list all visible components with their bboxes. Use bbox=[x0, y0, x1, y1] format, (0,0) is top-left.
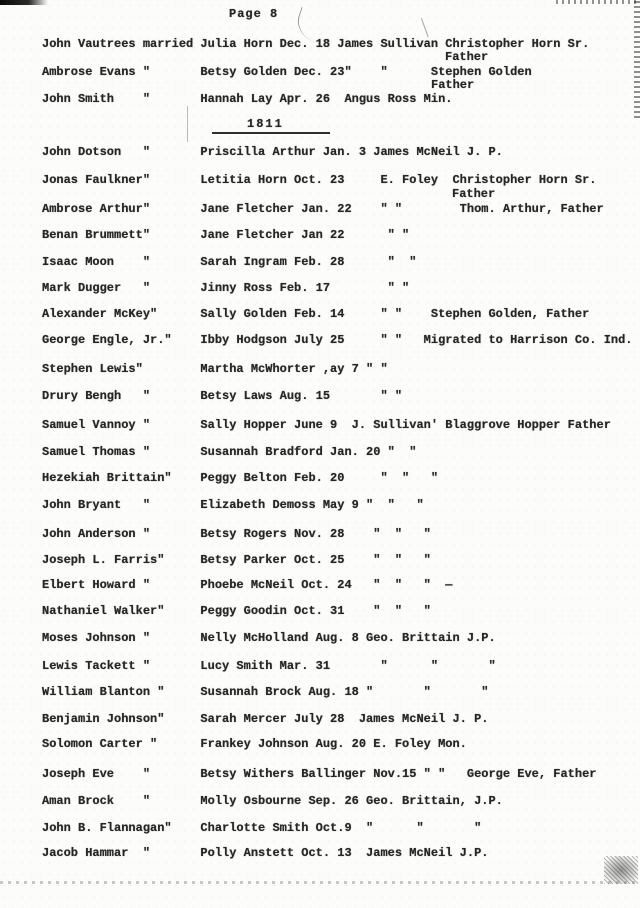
record-line: George Engle, Jr." Ibby Hodgson July 25 " " Migrated to Harrison Co. Ind. bbox=[42, 333, 633, 347]
record-line: Joseph Eve " Betsy Withers Ballinger Nov.15 " " George Eve, Father bbox=[42, 767, 597, 781]
record-line: Samuel Vannoy " Sally Hopper June 9 J. Sullivan' Blaggrove Hopper Father bbox=[42, 418, 611, 432]
record-line: Alexander McKey" Sally Golden Feb. 14 " " Stephen Golden, Father bbox=[42, 307, 590, 321]
record-line: Moses Johnson " Nelly McHolland Aug. 8 Geo. Brittain J.P. bbox=[42, 631, 496, 645]
record-line: Solomon Carter " Frankey Johnson Aug. 20 E. Foley Mon. bbox=[42, 737, 467, 751]
record-line: Benjamin Johnson" Sarah Mercer July 28 James McNeil J. P. bbox=[42, 712, 489, 726]
record-line: Samuel Thomas " Susannah Bradford Jan. 20 " " bbox=[42, 445, 417, 459]
record-line: John Bryant " Elizabeth Demoss May 9 " " " bbox=[42, 498, 424, 512]
record-line: Elbert Howard " Phoebe McNeil Oct. 24 " " " — bbox=[42, 578, 453, 592]
record-line: Lewis Tackett " Lucy Smith Mar. 31 " " " bbox=[42, 659, 496, 673]
page-number: Page 8 bbox=[229, 7, 279, 21]
record-line: Hezekiah Brittain" Peggy Belton Feb. 20 " " " bbox=[42, 471, 439, 485]
record-line: Benan Brummett" Jane Fletcher Jan 22 " " bbox=[42, 228, 410, 242]
scan-artifact-vertical-crease bbox=[187, 106, 188, 142]
record-line: John Vautrees married Julia Horn Dec. 18 James Sullivan Christopher Horn Sr. bbox=[42, 37, 590, 51]
year-heading: 1811 bbox=[247, 117, 284, 131]
father-note-line: Father bbox=[445, 50, 489, 64]
record-line: Ambrose Evans " Betsy Golden Dec. 23" " Stephen Golden bbox=[42, 65, 532, 79]
record-line: John Anderson " Betsy Rogers Nov. 28 " " " bbox=[42, 527, 431, 541]
record-line: Stephen Lewis" Martha McWhorter ,ay 7 " " bbox=[42, 362, 388, 376]
record-line: Ambrose Arthur" Jane Fletcher Jan. 22 " " Thom. Arthur, Father bbox=[42, 202, 604, 216]
record-line: Jacob Hammar " Polly Anstett Oct. 13 James McNeil J.P. bbox=[42, 846, 489, 860]
scan-artifact-top-left-mark bbox=[0, 0, 48, 5]
father-note-line: Father bbox=[452, 187, 496, 201]
record-line: Jonas Faulkner" Letitia Horn Oct. 23 E. Foley Christopher Horn Sr. bbox=[42, 173, 597, 187]
scan-artifact-bottom-right-smudge bbox=[604, 856, 638, 884]
record-line: John B. Flannagan" Charlotte Smith Oct.9 " " " bbox=[42, 821, 482, 835]
father-note-line: Father bbox=[431, 78, 475, 92]
record-line: Drury Bengh " Betsy Laws Aug. 15 " " bbox=[42, 389, 403, 403]
record-line: Joseph L. Farris" Betsy Parker Oct. 25 " " " bbox=[42, 553, 431, 567]
scan-artifact-crease-tick bbox=[421, 15, 438, 38]
record-line: John Smith " Hannah Lay Apr. 26 Angus Ross Min. bbox=[42, 92, 453, 106]
record-line: Aman Brock " Molly Osbourne Sep. 26 Geo. Brittain, J.P. bbox=[42, 794, 503, 808]
scan-artifact-right-edge-band bbox=[634, 0, 640, 118]
scan-artifact-bottom-speckle-line bbox=[0, 881, 640, 884]
record-line: Mark Dugger " Jinny Ross Feb. 17 " " bbox=[42, 281, 410, 295]
scan-artifact-top-edge-speckle bbox=[556, 0, 640, 4]
record-line: John Dotson " Priscilla Arthur Jan. 3 James McNeil J. P. bbox=[42, 145, 503, 159]
record-line: William Blanton " Susannah Brock Aug. 18 " " " bbox=[42, 685, 489, 699]
record-line: Nathaniel Walker" Peggy Goodin Oct. 31 " " " bbox=[42, 604, 431, 618]
record-line: Isaac Moon " Sarah Ingram Feb. 28 " " bbox=[42, 255, 417, 269]
